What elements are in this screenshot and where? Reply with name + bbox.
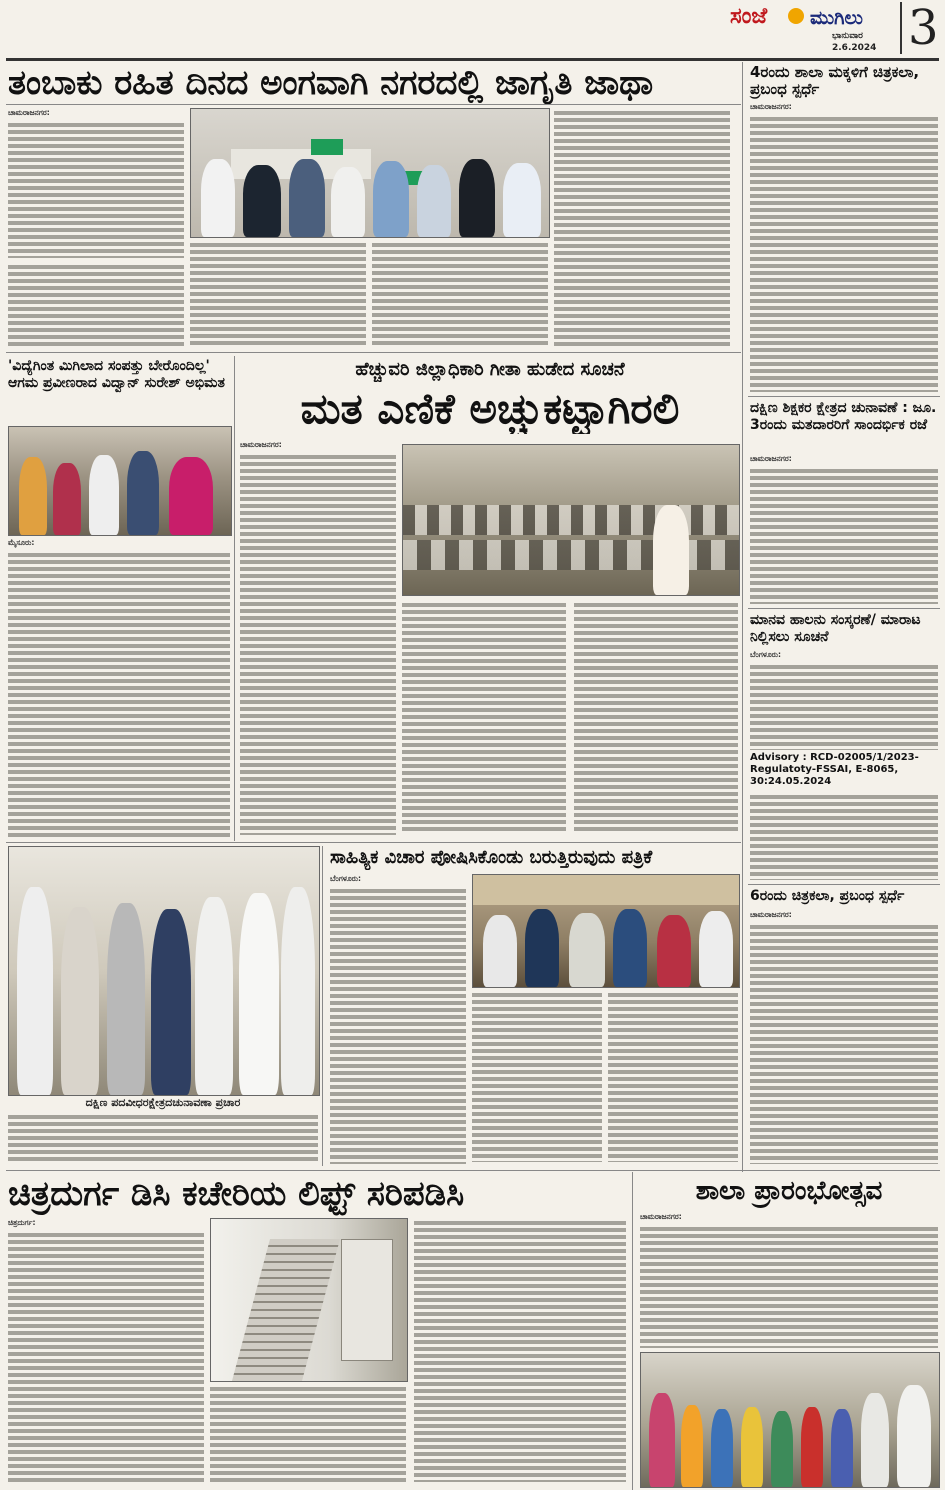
lift-body-col2	[210, 1384, 406, 1484]
rule	[6, 352, 741, 353]
person	[107, 903, 145, 1095]
stage-banner	[473, 875, 739, 905]
graduate-caption-body	[8, 1112, 318, 1162]
text-block	[472, 990, 602, 1162]
drawing-headline: 4ರಂದು ಶಾಲಾ ಮಕ್ಕಳಿಗೆ ಚಿತ್ರಕಲಾ, ಪ್ರಬಂಧ ಸ್ಪರ್ಧೆ	[750, 63, 920, 98]
tobacco-headline: ತಂಬಾಕು ರಹಿತ ದಿನದ ಅಂಗವಾಗಿ ನಗರದಲ್ಲಿ ಜಾಗೃತಿ ಜಾಥಾ	[8, 63, 654, 103]
rule	[6, 104, 741, 105]
tobacco-dateline: ಚಾಮರಾಜನಗರ:	[8, 108, 50, 117]
holiday-body	[750, 454, 938, 604]
person	[19, 457, 47, 535]
person	[657, 915, 691, 987]
person	[649, 1393, 675, 1487]
literary-headline: ಸಾಹಿತ್ಯಿಕ ವಿಚಾರ ಪೋಷಿಸಿಕೊಂಡು ಬರುತ್ತಿರುವುದು ಪತ್ರಿಕೆ	[330, 847, 653, 868]
person	[503, 163, 541, 237]
tobacco-body-col3	[372, 240, 548, 348]
person	[195, 897, 233, 1095]
person	[201, 159, 235, 237]
person	[17, 887, 53, 1095]
rule	[742, 62, 743, 1172]
person	[127, 451, 159, 535]
school-photo	[640, 1352, 940, 1488]
literary-body-col1	[330, 874, 466, 1164]
sun-icon	[788, 8, 804, 24]
drawing-body	[750, 102, 938, 392]
person	[459, 159, 495, 237]
knowledge-dateline: ಮೈಸೂರು:	[8, 538, 35, 547]
text-block	[402, 600, 566, 833]
person	[89, 455, 119, 535]
person	[525, 909, 559, 987]
brand-name: ಸಂಜೆ	[730, 4, 768, 29]
person	[801, 1407, 823, 1487]
speaker	[653, 505, 689, 595]
drawing6-headline: 6ರಂದು ಚಿತ್ರಕಲಾ, ಪ್ರಬಂಧ ಸ್ಪರ್ಧೆ	[750, 888, 905, 904]
person	[151, 909, 191, 1095]
knowledge-body	[8, 538, 230, 838]
lift-body-col1	[8, 1218, 204, 1484]
text-block	[190, 240, 366, 346]
holiday-headline: ದಕ್ಷಿಣ ಶಿಕ್ಷಕರ ಕ್ಷೇತ್ರದ ಚುನಾವಣೆ : ಜೂ. 3ರಂದು ಮತದಾರರಿಗೆ ಸಾಂದರ್ಭಿಕ ರಜೆ	[750, 400, 937, 433]
person	[897, 1385, 931, 1487]
text-block	[750, 114, 938, 392]
tobacco-body-col4	[554, 108, 730, 348]
person	[331, 167, 365, 237]
person	[61, 907, 99, 1095]
text-block	[240, 452, 396, 835]
person	[289, 159, 325, 237]
counting-body-col3	[574, 600, 738, 835]
issue-day: ಭಾನುವಾರ	[832, 31, 863, 41]
text-block	[330, 886, 466, 1164]
person	[613, 909, 647, 987]
milk-body-2	[750, 792, 938, 882]
drawing6-dateline: ಚಾಮರಾಜನಗರ:	[750, 910, 792, 919]
masthead-rule	[6, 58, 939, 61]
text-block	[8, 1112, 318, 1162]
rule	[748, 884, 940, 885]
tobacco-body-col2	[190, 240, 366, 348]
person	[417, 165, 451, 237]
school-body	[640, 1212, 938, 1348]
text-block	[554, 108, 730, 346]
person	[169, 457, 213, 535]
text-block	[574, 600, 738, 833]
rule	[6, 1170, 940, 1171]
person	[681, 1405, 703, 1487]
knowledge-headline: 'ವಿದ್ಯೆಗಿಂತ ಮಿಗಿಲಾದ ಸಂಪತ್ತು ಬೇರೊಂದಿಲ್ಲ' ಆಗಮ ಪ್ರವೀಣರಾದ ವಿದ್ವಾನ್ ಸುರೇಶ್ ಅಭಿಮತ	[8, 358, 225, 391]
seating-row	[403, 505, 739, 535]
person	[569, 913, 605, 987]
literary-body-col3	[608, 990, 738, 1164]
graduate-caption-title: ದಕ್ಷಿಣ ಪದವೀಧರಕ್ಷೇತ್ರದಚುನಾವಣಾ ಪ್ರಚಾರ	[85, 1096, 241, 1109]
drawing6-body	[750, 910, 938, 1164]
counting-body-col2	[402, 600, 566, 835]
text-block	[608, 990, 738, 1162]
rule	[6, 842, 741, 843]
rule	[234, 356, 235, 841]
drawing-dateline: ಚಾಮರಾಜನಗರ:	[750, 102, 792, 111]
lift-headline: ಚಿತ್ರದುರ್ಗ ಡಿಸಿ ಕಚೇರಿಯ ಲಿಫ್ಟ್ ಸರಿಪಡಿಸಿ	[8, 1174, 465, 1214]
lift-body-col3	[414, 1218, 626, 1484]
milk-advisory: Advisory : RCD-02005/1/2023-Regulatoty-FSSAI, E-8065, 30:24.05.2024	[750, 752, 919, 787]
person	[861, 1393, 889, 1487]
text-block	[372, 240, 548, 346]
tobacco-body-col1b	[8, 262, 184, 348]
milk-headline: ಮಾನವ ಹಾಲನು ಸಂಸ್ಕರಣೆ/ ಮಾರಾಟ ನಿಲ್ಲಿಸಲು ಸೂಚನೆ	[750, 612, 921, 645]
holiday-dateline: ಚಾಮರಾಜನಗರ:	[750, 454, 792, 463]
school-headline: ಶಾಲಾ ಪ್ರಾರಂಭೋತ್ಸವ	[695, 1176, 883, 1206]
person	[281, 887, 315, 1095]
lift-door	[341, 1239, 393, 1361]
person	[711, 1409, 733, 1487]
text-block	[210, 1384, 406, 1482]
rule	[632, 1172, 633, 1490]
counting-headline: ಮತ ಎಣಿಕೆ ಅಚ್ಚುಕಟ್ಟಾಗಿರಲಿ	[300, 384, 680, 433]
masthead	[0, 0, 945, 60]
person	[239, 893, 279, 1095]
text-block	[8, 262, 184, 346]
person	[373, 161, 409, 237]
tobacco-photo	[190, 108, 550, 238]
rule	[322, 846, 323, 1166]
issue-date: 2.6.2024	[832, 43, 877, 53]
text-block	[8, 1230, 204, 1484]
counting-kicker: ಹೆಚ್ಚುವರಿ ಜಿಲ್ಲಾಧಿಕಾರಿ ಗೀತಾ ಹುಡೇದ ಸೂಚನೆ	[355, 359, 625, 380]
literary-dateline: ಬೆಂಗಳೂರು:	[330, 874, 362, 883]
person	[831, 1409, 853, 1487]
text-block	[414, 1218, 626, 1482]
milk-body	[750, 650, 938, 750]
rule	[748, 608, 940, 609]
brand-name-2: ಮುಗಿಲು	[810, 7, 863, 29]
text-block	[8, 550, 230, 838]
lift-dateline: ಚಿತ್ರದುರ್ಗ:	[8, 1218, 36, 1227]
text-block	[640, 1224, 938, 1348]
literary-photo	[472, 874, 740, 988]
person	[741, 1407, 763, 1487]
person	[771, 1411, 793, 1487]
flag	[311, 139, 343, 155]
brand-logo	[730, 4, 900, 34]
person	[483, 915, 517, 987]
milk-dateline: ಬೆಂಗಳೂರು:	[750, 650, 782, 659]
literary-body-col2	[472, 990, 602, 1164]
school-dateline: ಚಾಮರಾಜನಗರ:	[640, 1212, 682, 1221]
page-number: 3	[900, 2, 939, 54]
graduate-photo	[8, 846, 320, 1096]
counting-photo	[402, 444, 740, 596]
person	[53, 463, 81, 535]
person	[699, 911, 733, 987]
text-block	[8, 120, 184, 258]
knowledge-photo	[8, 426, 232, 536]
text-block	[750, 792, 938, 880]
person	[243, 165, 281, 237]
text-block	[750, 922, 938, 1164]
lift-photo	[210, 1218, 408, 1382]
text-block	[750, 466, 938, 604]
counting-dateline: ಚಾಮರಾಜನಗರ:	[240, 440, 282, 449]
counting-body-col1	[240, 440, 396, 835]
tobacco-body-col1	[8, 108, 184, 258]
rule	[748, 396, 940, 397]
text-block	[750, 662, 938, 750]
